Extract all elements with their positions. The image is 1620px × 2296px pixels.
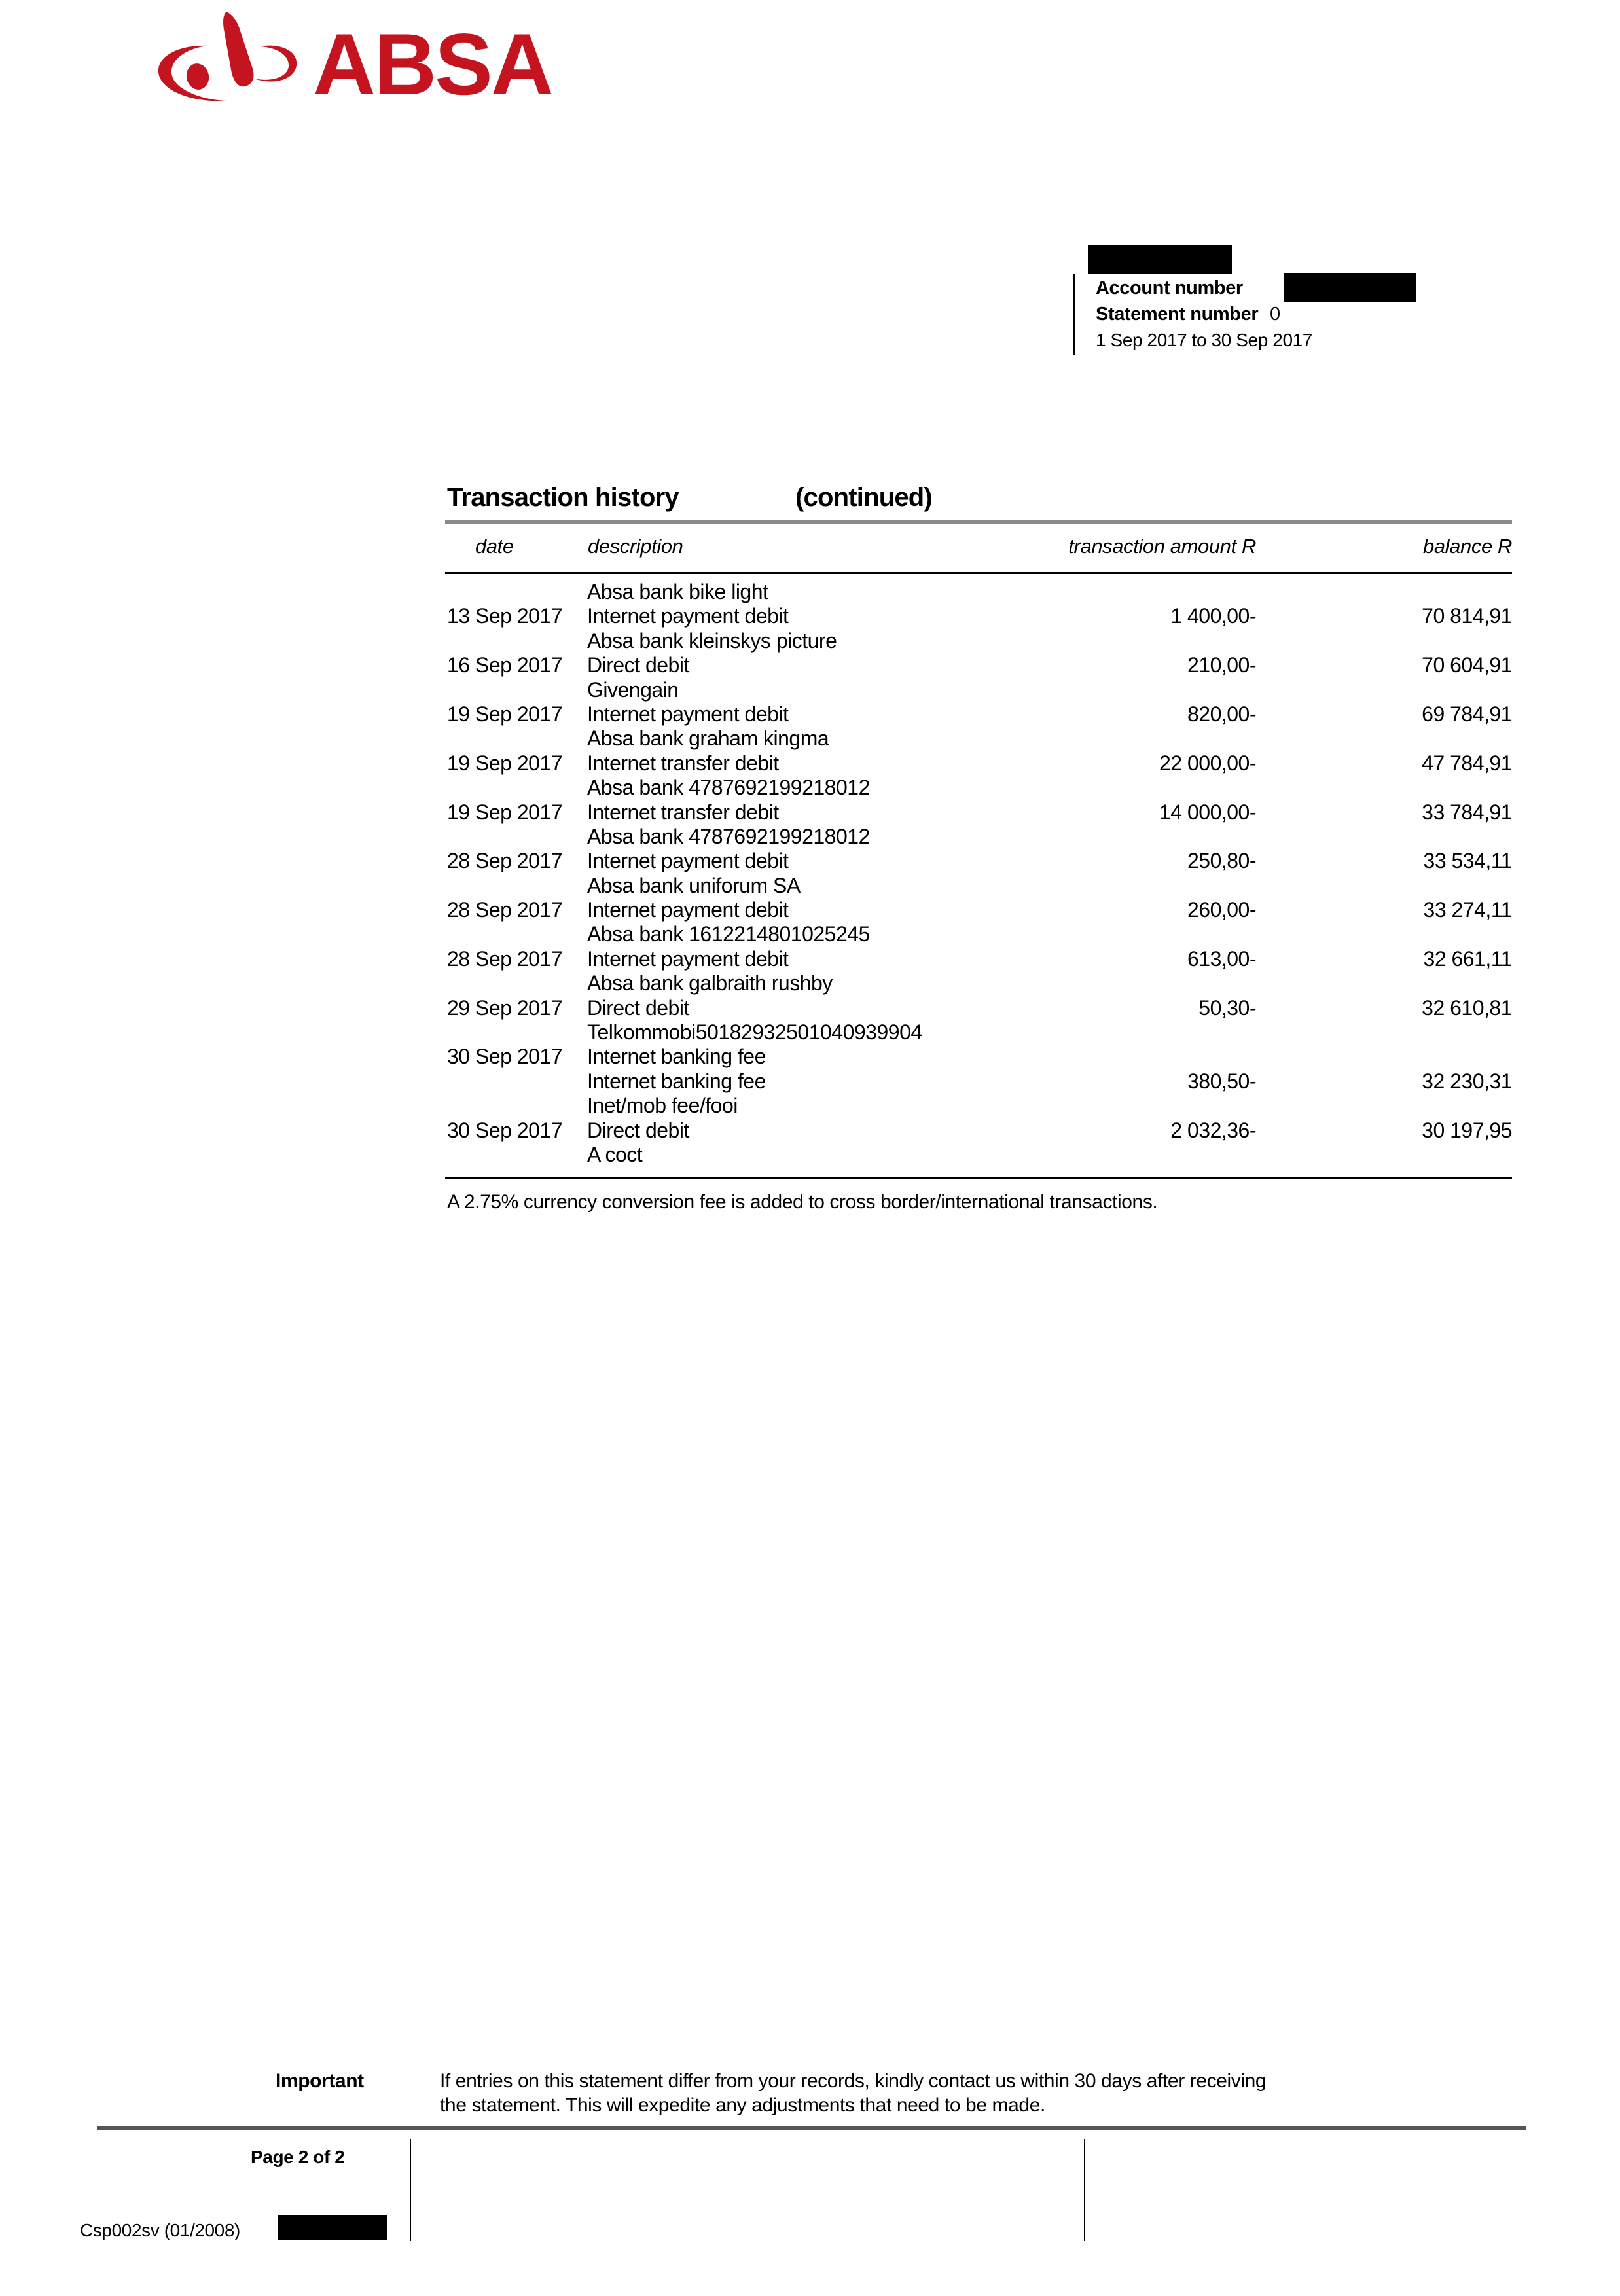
logo-stem [223,12,253,86]
section-subtitle: (continued) [795,483,932,512]
cell-description: Absa bank bike light [587,580,768,603]
important-label: Important [276,2070,364,2092]
cell-balance: 69 784,91 [1422,702,1512,726]
table-row [447,849,1512,873]
cell-transaction-amount: 250,80- [1187,849,1256,873]
cell-date: 19 Sep 2017 [447,800,562,824]
cell-transaction-amount: 50,30- [1198,996,1256,1020]
logo-dot [184,62,211,92]
account-number-label: Account number [1096,278,1243,298]
table-bottom-rule [445,1177,1512,1179]
cell-description: Absa bank 4787692199218012 [587,824,870,848]
cell-description: Absa bank kleinskys picture [587,628,837,653]
table-row [447,702,1512,726]
cell-transaction-amount: 14 000,00- [1159,800,1256,824]
column-header-description: description [588,535,683,558]
cell-date: 30 Sep 2017 [447,1045,562,1069]
cell-transaction-amount: 613,00- [1187,946,1256,971]
table-row [447,1094,1512,1118]
footer-rule [97,2126,1526,2130]
redaction-box-account-holder [1088,245,1232,274]
cell-date: 16 Sep 2017 [447,653,562,677]
cell-date: 29 Sep 2017 [447,996,562,1020]
account-block-left-rule [1073,274,1075,355]
table-row [447,678,1512,702]
cell-date: 19 Sep 2017 [447,702,562,726]
section-heading [447,483,1233,514]
cell-transaction-amount: 380,50- [1187,1069,1256,1093]
important-text-line1: If entries on this statement differ from your records, kindly contact us within 30 days after receiving [440,2070,1267,2092]
table-row [447,653,1512,677]
table-row [447,604,1512,628]
column-header-date: date [475,535,514,558]
cell-description: Internet banking fee [587,1069,766,1093]
absa-wordmark: ABSA [313,16,552,113]
cell-date: 28 Sep 2017 [447,898,562,922]
currency-fee-note: A 2.75% currency conversion fee is added to cross border/international transactions. [447,1191,1158,1213]
cell-description: Internet payment debit [587,604,789,628]
footer-divider-2 [1084,2139,1085,2241]
table-row [447,874,1512,898]
cell-description: Internet payment debit [587,946,789,971]
table-row [447,922,1512,946]
cell-balance: 32 610,81 [1422,996,1512,1020]
cell-description: Direct debit [587,1118,689,1142]
table-row [447,1045,1512,1069]
column-header-balance: balance R [1423,535,1512,558]
table-row [447,947,1512,971]
cell-balance: 47 784,91 [1422,751,1512,775]
cell-description: Internet payment debit [587,898,789,922]
table-row [447,898,1512,922]
table-row [447,825,1512,849]
statement-number-label: Statement number [1096,304,1259,325]
cell-date: 28 Sep 2017 [447,849,562,873]
redaction-box-form-code [278,2215,387,2240]
cell-transaction-amount: 210,00- [1187,653,1256,677]
table-row [447,996,1512,1020]
table-row [447,629,1512,653]
cell-transaction-amount: 22 000,00- [1159,751,1256,775]
table-column-headers [447,533,1512,560]
cell-description: Internet transfer debit [587,751,779,775]
table-top-rule [445,520,1512,524]
cell-description: Absa bank 1612214801025245 [587,922,870,946]
section-title: Transaction history [447,483,679,512]
table-row [447,751,1512,776]
logo-bowl-right [254,46,297,82]
cell-description: Absa bank uniforum SA [587,873,801,897]
cell-transaction-amount: 1 400,00- [1170,604,1256,628]
statement-number-value: 0 [1270,304,1280,325]
cell-description: Inet/mob fee/fooi [587,1094,738,1118]
statement-period: 1 Sep 2017 to 30 Sep 2017 [1096,330,1312,350]
table-row [447,1143,1512,1167]
table-row [447,1020,1512,1045]
form-code: Csp002sv (01/2008) [80,2220,240,2240]
cell-description: Telkommobi50182932501040939904 [587,1020,922,1045]
cell-description: Direct debit [587,653,689,677]
cell-transaction-amount: 260,00- [1187,898,1256,922]
cell-description: Internet transfer debit [587,800,779,824]
table-row [447,971,1512,996]
important-text-line2: the statement. This will expedite any adjustments that need to be made. [440,2094,1045,2116]
column-header-transaction-amount: transaction amount R [1068,535,1256,558]
absa-logo-icon [144,3,327,115]
table-row [447,1119,1512,1143]
cell-balance: 33 784,91 [1422,800,1512,824]
cell-balance: 32 661,11 [1423,946,1512,971]
cell-balance: 70 814,91 [1422,604,1512,628]
cell-description: Givengain [587,677,679,702]
table-row [447,580,1512,604]
page-indicator: Page 2 of 2 [251,2147,345,2167]
transaction-rows [447,580,1512,1167]
cell-balance: 33 274,11 [1423,898,1512,922]
cell-date: 19 Sep 2017 [447,751,562,775]
cell-description: Internet banking fee [587,1045,766,1069]
cell-balance: 70 604,91 [1422,653,1512,677]
cell-description: Absa bank galbraith rushby [587,971,833,996]
cell-transaction-amount: 2 032,36- [1170,1118,1256,1142]
table-row [447,726,1512,751]
table-row [447,776,1512,800]
cell-description: Internet payment debit [587,849,789,873]
cell-description: Absa bank graham kingma [587,726,829,751]
cell-balance: 30 197,95 [1422,1118,1512,1142]
cell-date: 30 Sep 2017 [447,1118,562,1142]
cell-description: A coct [587,1142,643,1166]
cell-description: Direct debit [587,996,689,1020]
cell-description: Absa bank 4787692199218012 [587,776,870,800]
cell-balance: 32 230,31 [1422,1069,1512,1093]
table-header-rule [445,572,1512,574]
cell-date: 13 Sep 2017 [447,604,562,628]
cell-description: Internet payment debit [587,702,789,726]
table-row [447,800,1512,825]
table-row [447,1069,1512,1094]
redaction-box-account-number [1284,273,1416,302]
absa-logo [144,3,327,115]
cell-date: 28 Sep 2017 [447,946,562,971]
cell-balance: 33 534,11 [1423,849,1512,873]
footer-divider-1 [410,2139,411,2241]
cell-transaction-amount: 820,00- [1187,702,1256,726]
